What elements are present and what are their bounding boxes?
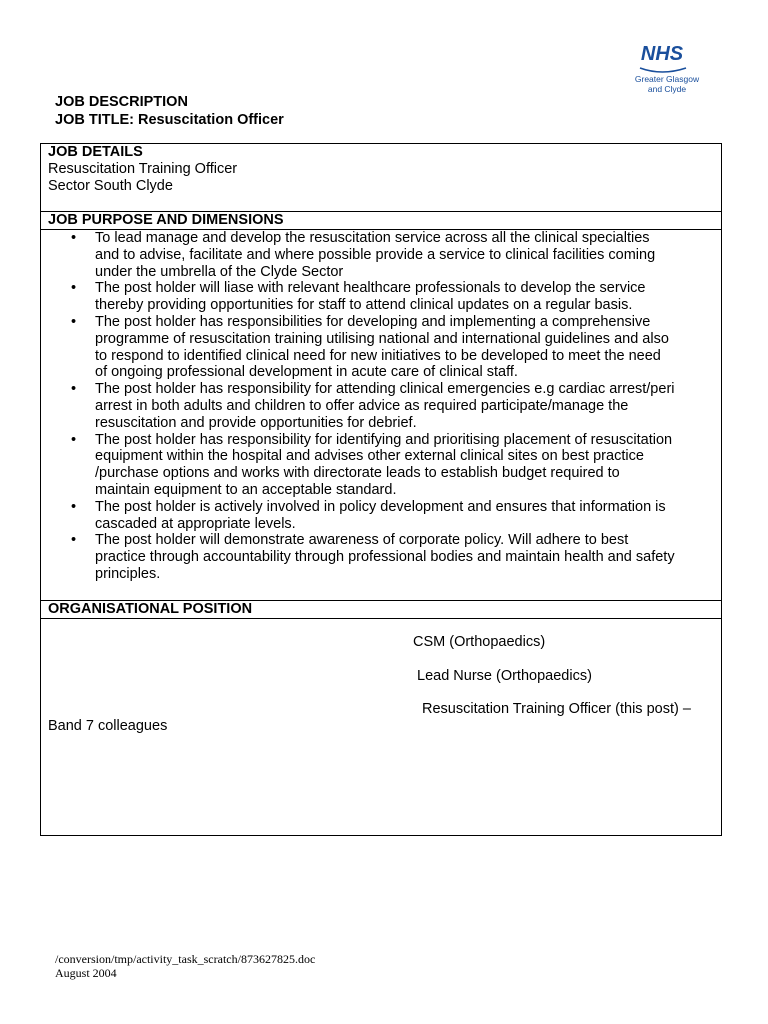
list-item xyxy=(41,280,721,314)
org-chart-manager: CSM (Orthopaedics) xyxy=(413,634,546,650)
job-description-table xyxy=(40,143,722,836)
bullet-icon: • xyxy=(71,431,77,448)
list-item-line: To lead manage and develop the resuscitation service across all the clinical specialties xyxy=(95,230,650,246)
list-item-line: practice through accountability through professional bodies and maintain health and safety xyxy=(95,549,675,566)
list-item-line: thereby providing opportunities for staff to attend clinical updates on a regular basis. xyxy=(95,297,633,314)
list-item xyxy=(41,499,721,533)
job-details-line: Resuscitation Training Officer xyxy=(48,161,238,177)
list-item-line: arrest in both adults and children to offer advice as required participate/manage the xyxy=(95,397,629,414)
document-header xyxy=(55,93,284,129)
document-type-title: JOB DESCRIPTION xyxy=(55,94,188,110)
job-purpose-section xyxy=(41,230,721,583)
list-item-line: cascaded at appropriate levels. xyxy=(95,515,296,532)
list-item-line: The post holder has responsibility for identifying and prioritising placement of resuscitation xyxy=(95,431,673,448)
job-title: JOB TITLE: Resuscitation Officer xyxy=(55,112,284,128)
bullet-icon: • xyxy=(71,498,77,515)
footer-date: August 2004 xyxy=(55,965,117,980)
job-details-section xyxy=(41,144,721,195)
bullet-icon: • xyxy=(71,381,77,398)
nhs-logo-graphic xyxy=(628,40,702,98)
org-chart-this-post: Resuscitation Training Officer (this post) – xyxy=(422,701,691,717)
list-item xyxy=(41,381,721,431)
page-footer xyxy=(55,953,315,980)
nhs-logo-wordmark: NHS xyxy=(640,43,684,65)
list-item-line: /purchase options and works with directorate leads to establish budget required to xyxy=(95,465,620,482)
nhs-logo xyxy=(628,40,702,98)
list-item-line: programme of resuscitation training utilising national and international guidelines and also xyxy=(95,330,669,347)
bullet-icon: • xyxy=(71,313,77,330)
list-item-line: equipment within the hospital and advises other external clinical sites on best practice xyxy=(95,448,644,465)
org-chart-colleagues: Band 7 colleagues xyxy=(48,718,168,734)
list-item xyxy=(41,314,721,381)
nhs-logo-line2: and Clyde xyxy=(647,84,687,94)
org-position-heading: ORGANISATIONAL POSITION xyxy=(41,601,721,619)
job-details-heading: JOB DETAILS xyxy=(48,144,143,160)
list-item-line: principles. xyxy=(95,565,161,582)
footer-file-path: /conversion/tmp/activity_task_scratch/873627825.doc xyxy=(55,952,316,966)
list-item-line: The post holder will demonstrate awareness of corporate policy. Will adhere to best xyxy=(95,532,629,549)
bullet-icon: • xyxy=(71,280,77,297)
list-item-line: and to advise, facilitate and where possible provide a service to clinical facilities coming xyxy=(95,246,656,263)
job-purpose-heading: JOB PURPOSE AND DIMENSIONS xyxy=(41,212,721,230)
job-details-line: Sector South Clyde xyxy=(48,178,173,194)
org-chart-lead-nurse: Lead Nurse (Orthopaedics) xyxy=(417,668,592,684)
list-item xyxy=(41,532,721,582)
list-item xyxy=(41,230,721,280)
job-purpose-list xyxy=(41,230,721,583)
list-item-line: The post holder has responsibilities for developing and implementing a comprehensive xyxy=(95,313,651,330)
list-item-line: maintain equipment to an acceptable standard. xyxy=(95,481,397,498)
bullet-icon: • xyxy=(71,532,77,549)
list-item-line: to respond to identified clinical need for new initiatives to be developed to meet the need xyxy=(95,347,661,364)
list-item-line: The post holder has responsibility for attending clinical emergencies e.g cardiac arrest/peri xyxy=(95,381,675,398)
list-item-line: The post holder is actively involved in policy development and ensures that information is xyxy=(95,498,666,515)
nhs-logo-line1: Greater Glasgow xyxy=(634,74,700,84)
list-item-line: of ongoing professional development in acute care of clinical staff. xyxy=(95,364,518,381)
list-item xyxy=(41,432,721,499)
bullet-icon: • xyxy=(71,230,77,246)
list-item-line: resuscitation and provide opportunities for debrief. xyxy=(95,414,417,431)
list-item-line: The post holder will liase with relevant healthcare professionals to develop the service xyxy=(95,280,646,297)
list-item-line: under the umbrella of the Clyde Sector xyxy=(95,263,344,280)
nhs-logo-swoosh xyxy=(640,68,686,72)
